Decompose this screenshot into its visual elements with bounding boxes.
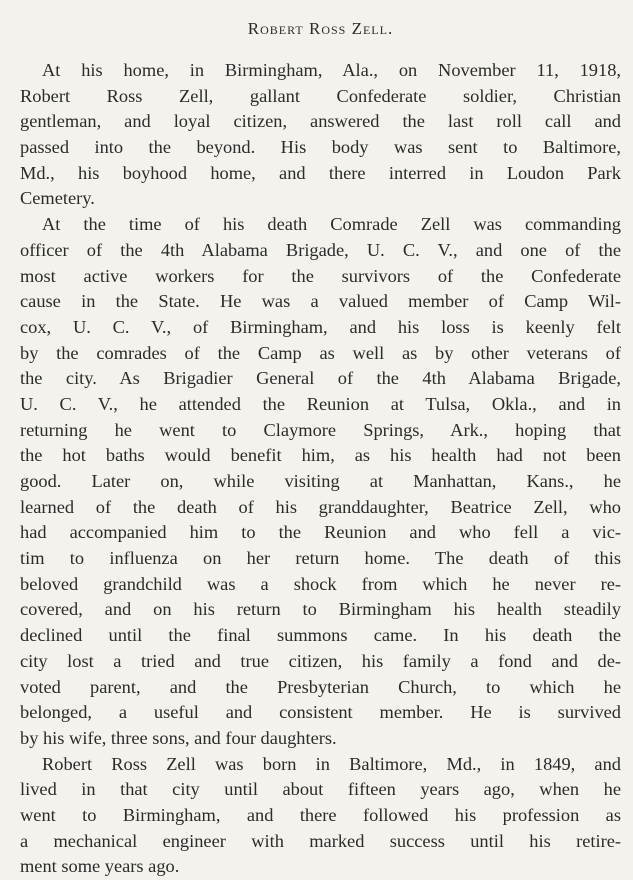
text-line: the hot baths would benefit him, as his health had not been — [20, 445, 621, 466]
text-line: the city. As Brigadier General of the 4th Alabama Brigade, — [20, 368, 621, 389]
text-line: covered, and on his return to Birmingham his health steadily — [20, 599, 621, 620]
text-line: had accompanied him to the Reunion and who fell a vic- — [20, 522, 621, 543]
text-line: Robert Ross Zell was born in Baltimore, Md., in 1849, and — [42, 753, 621, 774]
text-line: lived in that city until about fifteen years ago, when he — [20, 779, 621, 800]
document-page — [20, 14, 621, 880]
paragraph-3 — [20, 752, 621, 880]
text-line: officer of the 4th Alabama Brigade, U. C. V., and one of the — [20, 239, 621, 260]
text-line: passed into the beyond. His body was sent to Baltimore, — [20, 137, 621, 158]
text-line: At the time of his death Comrade Zell was commanding — [42, 214, 621, 235]
text-line: went to Birmingham, and there followed his profession as — [20, 804, 621, 825]
text-line: gentleman, and loyal citizen, answered the last roll call and — [20, 111, 621, 132]
text-line: cox, U. C. V., of Birmingham, and his loss is keenly felt — [20, 316, 621, 337]
text-line: returning he went to Claymore Springs, Ark., hoping that — [20, 419, 621, 440]
paragraph-1 — [20, 58, 621, 212]
text-line: Robert Ross Zell, gallant Confederate soldier, Christian — [20, 85, 621, 106]
text-line: voted parent, and the Presbyterian Church, to which he — [20, 676, 621, 697]
text-line: learned of the death of his granddaughter, Beatrice Zell, who — [20, 496, 621, 517]
text-line: by his wife, three sons, and four daughters. — [20, 727, 337, 748]
text-line: ment some years ago. — [20, 856, 180, 877]
text-line: a mechanical engineer with marked success until his retire- — [20, 830, 621, 851]
text-line: Cemetery. — [20, 188, 95, 209]
text-line: good. Later on, while visiting at Manhattan, Kans., he — [20, 471, 621, 491]
text-line: declined until the final summons came. In his death the — [20, 625, 621, 646]
paragraph-2 — [20, 212, 621, 751]
text-line: tim to influenza on her return home. The death of this — [20, 548, 621, 569]
text-line: At his home, in Birmingham, Ala., on November 11, 1918, — [42, 60, 621, 80]
text-line: U. C. V., he attended the Reunion at Tulsa, Okla., and in — [20, 393, 621, 414]
text-line: city lost a tried and true citizen, his family a fond and de- — [20, 650, 621, 671]
page-title: Robert Ross Zell. — [247, 19, 394, 38]
text-line: by the comrades of the Camp as well as by other veterans of — [20, 342, 621, 363]
text-line: most active workers for the survivors of the Confederate — [20, 265, 621, 286]
text-line: belonged, a useful and consistent member. He is survived — [20, 702, 621, 723]
text-line: Md., his boyhood home, and there interred in Loudon Park — [20, 162, 621, 183]
text-line: beloved grandchild was a shock from which he never re- — [20, 573, 621, 594]
text-line: cause in the State. He was a valued member of Camp Wil- — [20, 291, 621, 312]
